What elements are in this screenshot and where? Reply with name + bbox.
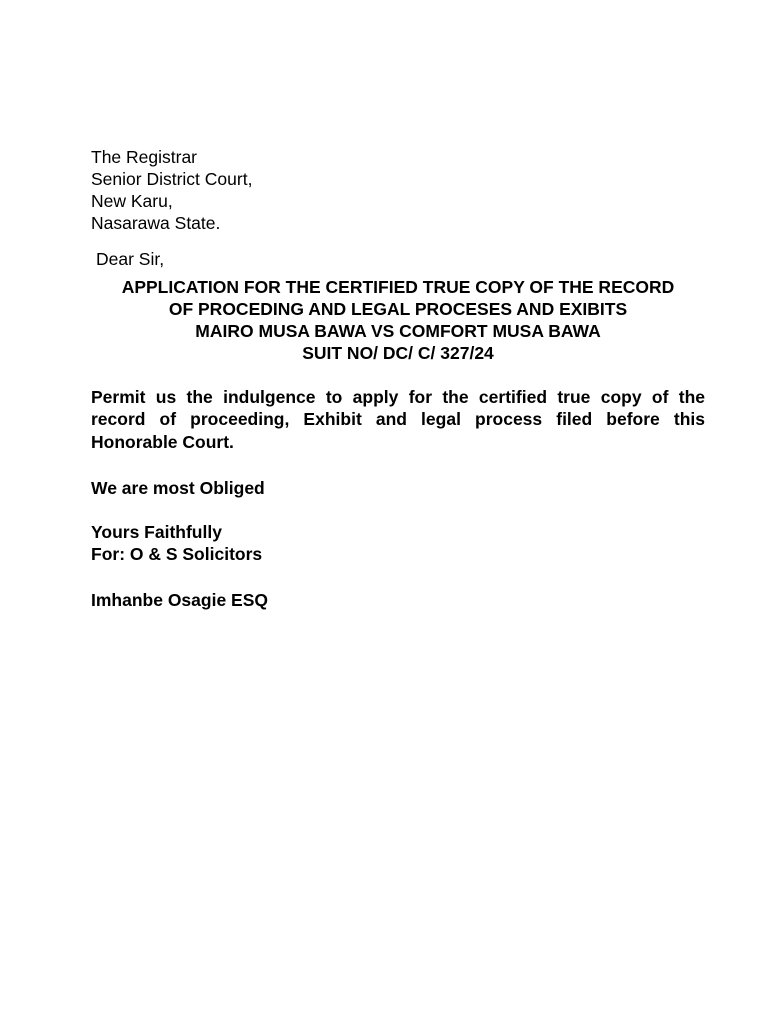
letter-body — [91, 386, 705, 453]
salutation: Dear Sir, — [96, 249, 165, 269]
closing-yours: Yours Faithfully — [91, 522, 222, 542]
recipient-state: Nasarawa State. — [91, 213, 221, 233]
body-line-3: Honorable Court. — [91, 431, 234, 452]
letter-page — [91, 0, 705, 1024]
recipient-court: Senior District Court, — [91, 169, 253, 189]
recipient-title: The Registrar — [91, 147, 198, 167]
body-line-2: record of proceeding, Exhibit and legal process filed before this — [91, 409, 705, 430]
body-line-1: Permit us the indulgence to apply for the certified true copy of the — [91, 387, 705, 407]
closing-obliged: We are most Obliged — [91, 478, 265, 498]
subject-line-1: APPLICATION FOR THE CERTIFIED TRUE COPY OF THE RECORD — [121, 277, 675, 297]
recipient-town: New Karu, — [91, 191, 173, 211]
signatory-name: Imhanbe Osagie ESQ — [91, 590, 268, 610]
subject-line-2: OF PROCEDING AND LEGAL PROCESES AND EXIBITS — [168, 299, 628, 319]
subject-line-3: MAIRO MUSA BAWA VS COMFORT MUSA BAWA — [195, 321, 601, 341]
suit-number: SUIT NO/ DC/ C/ 327/24 — [302, 343, 494, 363]
closing-firm: For: O & S Solicitors — [91, 544, 263, 564]
